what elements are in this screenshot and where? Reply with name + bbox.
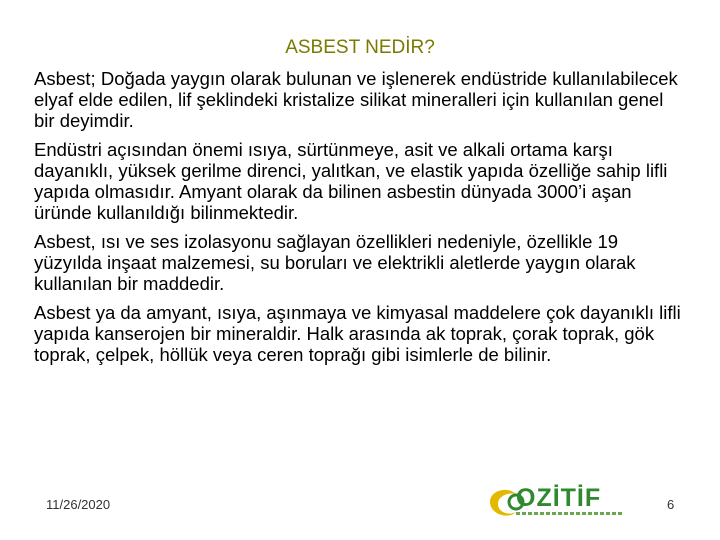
- page-number: 6: [667, 497, 675, 512]
- paragraph-industrial-importance: Endüstri açısından önemi ısıya, sürtünmeye, asit ve alkali ortama karşı dayanıklı, yüksek gerilme direnci, yalıtkan, ve elastik yapıda özelliğe sahip lifli yapıda olmasıdır. Amyant olarak da bilinen asbestin dünyada 3000’i aşan üründe kullanıldığı bilinmektedir.: [34, 139, 668, 223]
- slide-title: ASBEST NEDİR?: [285, 37, 435, 58]
- paragraph-usage: Asbest, ısı ve ses izolasyonu sağlayan özellikleri nedeniyle, özellikle 19 yüzyılda inşaat malzemesi, su boruları ve elektrikli aletlerde yaygın olarak kullanılan bir maddedir.: [34, 231, 636, 294]
- slide-body: [34, 68, 686, 373]
- paragraph-definition: Asbest; Doğada yaygın olarak bulunan ve işlenerek endüstride kullanılabilecek elyaf elde edilen, lif şeklindeki kristalize silikat mineralleri için kullanılan genel bir deyimdir.: [34, 68, 678, 131]
- logo-tagline-strip: [516, 512, 624, 515]
- logo-text: OZİTİF: [516, 484, 602, 512]
- paragraph-carcinogen: Asbest ya da amyant, ısıya, aşınmaya ve kimyasal maddelere çok dayanıklı lifli yapıda kanserojen bir mineraldir. Halk arasında ak toprak, çorak toprak, gök toprak, çelpek, höllük veya ceren toprağı gibi isimlerle de bilinir.: [34, 302, 681, 365]
- ozitif-logo: [486, 484, 626, 520]
- footer-date: 11/26/2020: [46, 497, 111, 512]
